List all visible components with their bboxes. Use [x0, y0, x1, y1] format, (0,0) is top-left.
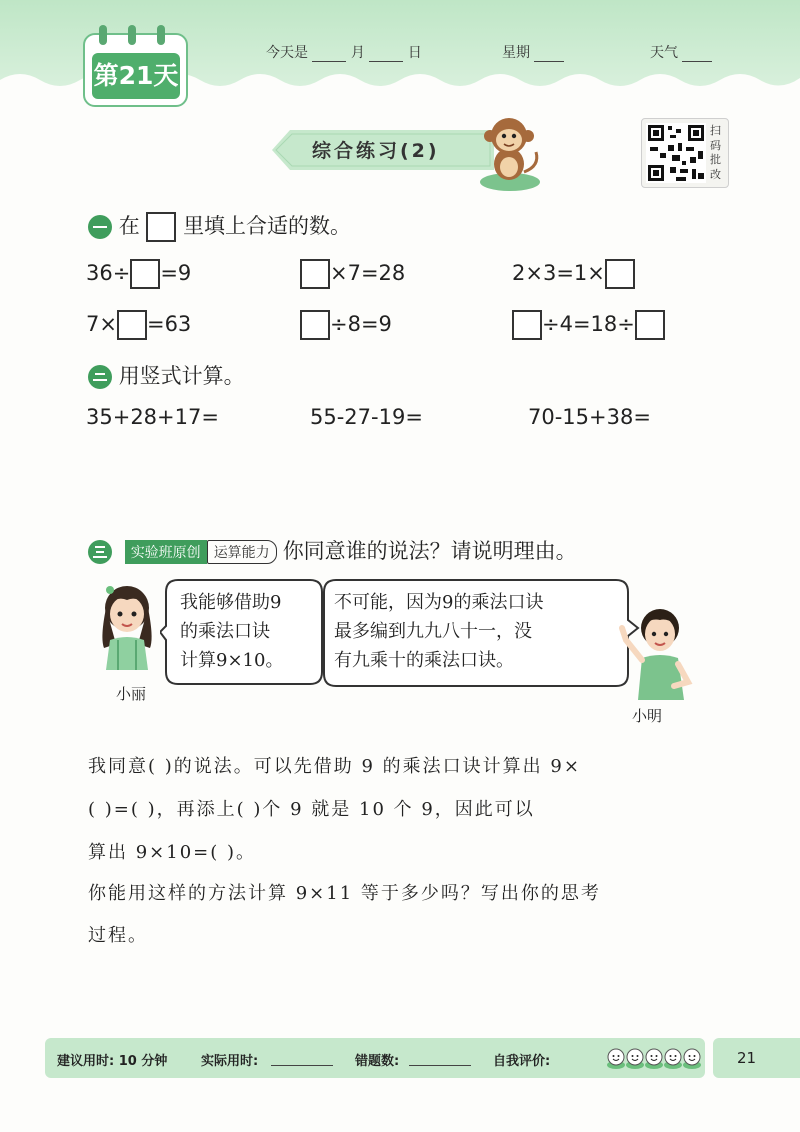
day-label: 日 [407, 45, 422, 61]
weekday-field[interactable] [502, 42, 564, 62]
question-text-line-2: 过程。 [88, 925, 148, 946]
example-box [146, 212, 176, 242]
actual-time-label: 实际用时: [201, 1054, 259, 1069]
suggested-time: 建议用时: 10 分钟 [57, 1054, 168, 1069]
skill-tag: 运算能力 [207, 540, 277, 564]
equation-3: 2×3=1× [512, 259, 635, 289]
answer-box[interactable] [300, 310, 330, 340]
qr-panel[interactable] [641, 118, 729, 188]
answer-box[interactable] [300, 259, 330, 289]
weekday-label: 星期 [502, 45, 530, 61]
girl-speech-text: 我能够借助9 的乘法口诀 计算9×10。 [180, 592, 284, 671]
section-number-three-icon [88, 540, 112, 564]
calendar-ring-icon [157, 25, 165, 45]
smiley-rating-icon[interactable] [645, 1049, 663, 1069]
weather-blank[interactable] [682, 47, 712, 62]
answer-box[interactable] [512, 310, 542, 340]
weather-label: 天气 [650, 45, 678, 61]
error-count-blank[interactable] [409, 1051, 471, 1066]
rating-faces[interactable] [607, 1044, 703, 1072]
answer-text-line-3[interactable]: 算出 9×10=( )。 [88, 842, 257, 863]
page-number: 21 [713, 1038, 800, 1078]
smiley-rating-icon[interactable] [626, 1049, 644, 1069]
error-count-label: 错题数: [355, 1054, 400, 1069]
month-blank[interactable] [312, 47, 346, 62]
day-badge [83, 33, 188, 107]
calendar-ring-icon [99, 25, 107, 45]
section-number-two-icon [88, 365, 112, 389]
answer-box[interactable] [605, 259, 635, 289]
girl-name: 小丽 [116, 685, 147, 703]
answer-box[interactable] [117, 310, 147, 340]
actual-time-blank[interactable] [271, 1051, 333, 1066]
equation-4: 7× =63 [86, 310, 191, 340]
section-1-heading: 在 里填上合适的数。 [88, 210, 351, 242]
monkey-mascot-icon [474, 112, 544, 192]
self-eval-label: 自我评价: [493, 1054, 551, 1069]
equation-5: ÷8=9 [300, 310, 392, 340]
month-label: 月 [350, 45, 365, 61]
equation-2: ×7=28 [300, 259, 405, 289]
equation-1: 36÷ =9 [86, 259, 191, 289]
answer-text-line-2[interactable]: ( )=( )，再添上( )个 9 就是 10 个 9，因此可以 [88, 799, 535, 820]
section-3-heading: 实验班原创 运算能力 你同意谁的说法？请说明理由。 [88, 535, 577, 565]
smiley-rating-icon[interactable] [607, 1049, 625, 1069]
section-number-one-icon [88, 215, 112, 239]
day-blank[interactable] [369, 47, 403, 62]
vertical-calc-1: 35+28+17= [86, 405, 219, 429]
smiley-rating-icon[interactable] [664, 1049, 682, 1069]
page-title: 综合练习(2) [312, 140, 440, 162]
weekday-blank[interactable] [534, 47, 564, 62]
answer-box[interactable] [635, 310, 665, 340]
footer-bar [45, 1038, 705, 1078]
answer-text-line-1[interactable]: 我同意( )的说法。可以先借助 9 的乘法口诀计算出 9× [88, 756, 581, 777]
answer-box[interactable] [130, 259, 160, 289]
smiley-rating-icon[interactable] [683, 1049, 701, 1069]
qr-code-icon[interactable] [646, 123, 706, 183]
vertical-calc-2: 55-27-19= [310, 405, 423, 429]
day-number: 第21天 [92, 53, 180, 99]
vertical-calc-3: 70-15+38= [528, 405, 651, 429]
date-field[interactable] [266, 42, 422, 62]
equation-6: ÷4=18÷ [512, 310, 665, 340]
qr-label: 扫 码 批 改 [710, 124, 721, 181]
boy-name: 小明 [632, 707, 663, 725]
section-2-heading: 用竖式计算。 [88, 360, 245, 390]
boy-speech-text: 不可能，因为9的乘法口诀 最多编到九九八十一，没 有九乘十的乘法口诀。 [334, 592, 544, 671]
boy-character-icon [618, 604, 698, 700]
date-prefix: 今天是 [266, 45, 308, 61]
calendar-ring-icon [128, 25, 136, 45]
girl-character-icon [92, 578, 167, 670]
question-text-line-1: 你能用这样的方法计算 9×11 等于多少吗？写出你的思考 [88, 883, 601, 904]
weather-field[interactable] [650, 42, 712, 62]
origin-tag: 实验班原创 [125, 540, 207, 564]
